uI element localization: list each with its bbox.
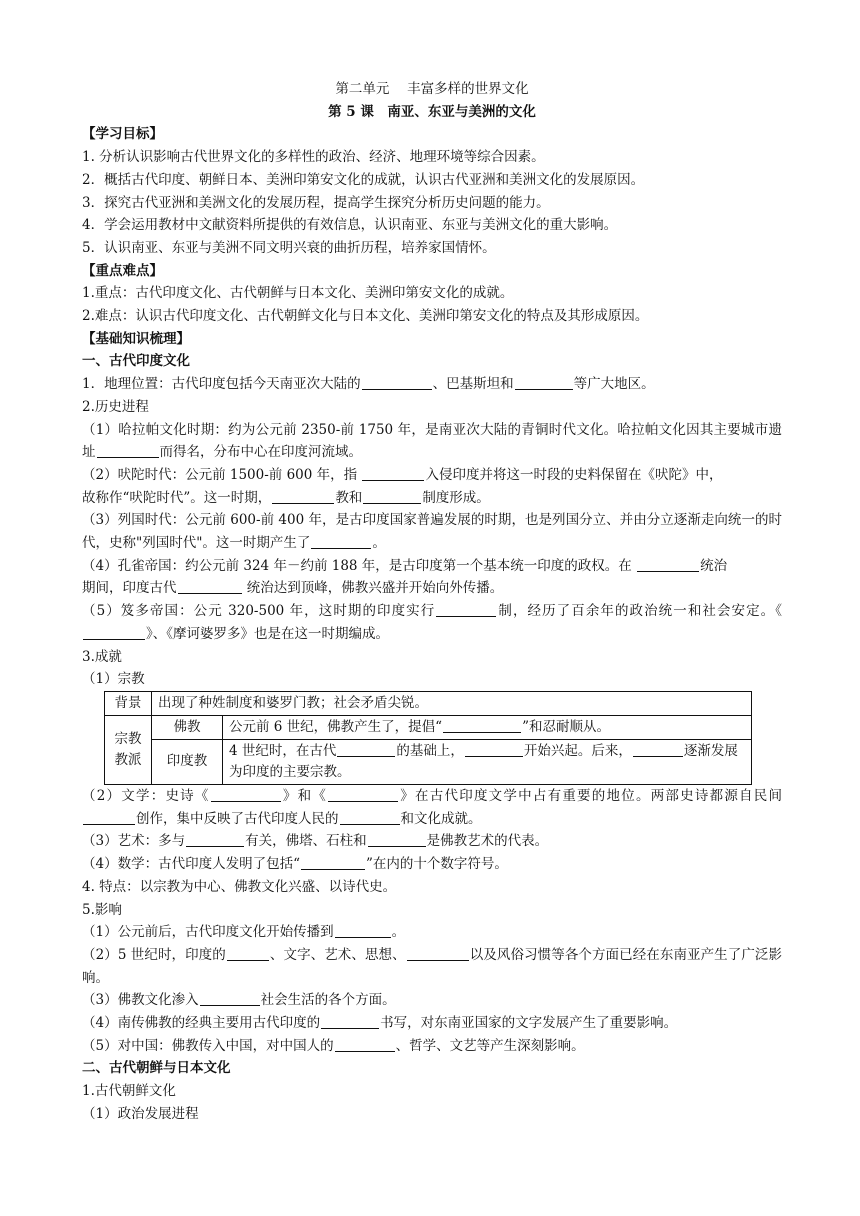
fill-blank[interactable]	[335, 923, 391, 938]
objective-item: 2．概括古代印度、朝鲜日本、美洲印第安文化的成就，认识古代亚洲和美洲文化的发展原因。	[82, 171, 645, 188]
fill-blank[interactable]	[363, 489, 421, 504]
fill-blank[interactable]	[465, 742, 523, 757]
fill-blank[interactable]	[301, 855, 365, 870]
fill-blank[interactable]	[340, 810, 400, 825]
fill-blank[interactable]	[443, 718, 521, 733]
fill-blank[interactable]	[321, 1014, 379, 1029]
kingdoms-paragraph: （3）列国时代：公元前 600-前 400 年，是古印度国家普遍发展的时期，也是列国分立、并由分立逐渐走向统一的时代，史称"列国时代"。这一时期产生了 。	[82, 512, 782, 552]
influence-line: （3）佛教文化渗入 社会生活的各个方面。	[82, 992, 396, 1009]
geo-line: 1．地理位置：古代印度包括今天南亚次大陆的 、巴基斯坦和 等广大地区。	[82, 376, 655, 393]
fill-blank[interactable]	[368, 832, 426, 847]
fill-blank[interactable]	[633, 742, 683, 757]
subsection-heading: 2.历史进程	[82, 398, 149, 415]
key-point-item: 1.重点：古代印度文化、古代朝鲜与日本文化、美洲印第安文化的成就。	[82, 285, 514, 302]
fill-blank[interactable]	[83, 810, 135, 825]
vedic-line: 故称作“吠陀时代”。这一时期， 教和 制度形成。	[82, 489, 490, 506]
fill-blank[interactable]	[200, 991, 260, 1006]
fill-blank[interactable]	[515, 375, 573, 390]
basics-heading: 【基础知识梳理】	[82, 330, 190, 347]
religion-table	[104, 691, 752, 785]
fill-blank[interactable]	[83, 625, 145, 640]
influence-line: （1）公元前后，古代印度文化开始传播到 。	[82, 924, 406, 941]
table-cell-background: 出现了种姓制度和婆罗门教；社会矛盾尖锐。	[152, 691, 752, 715]
fill-blank[interactable]	[178, 579, 242, 594]
fill-blank[interactable]	[211, 787, 281, 802]
influence-paragraph: （2）5 世纪时，印度的 、文字、艺术、思想、 以及风俗习惯等各个方面已经在东南亚产生了广泛影响。	[82, 946, 782, 986]
fill-blank[interactable]	[272, 489, 334, 504]
subsection-heading: 1.古代朝鲜文化	[82, 1083, 176, 1100]
document-page	[82, 78, 782, 1126]
key-points-heading: 【重点难点】	[82, 262, 163, 279]
subsection-item: （1）政治发展进程	[82, 1105, 199, 1122]
fill-blank[interactable]	[362, 375, 432, 390]
objective-item: 3．探究古代亚洲和美洲文化的发展历程，提高学生探究分析历史问题的能力。	[82, 194, 550, 211]
fill-blank[interactable]	[227, 946, 269, 961]
subsection-heading: 3.成就	[82, 648, 122, 665]
fill-blank[interactable]	[311, 534, 371, 549]
fill-blank[interactable]	[637, 557, 699, 572]
lesson-title: 第 5 课 南亚、东亚与美洲的文化	[328, 103, 536, 120]
unit-title: 第二单元 丰富多样的世界文化	[335, 81, 529, 97]
table-cell-hinduism: 印度教	[152, 739, 223, 784]
objective-item: 5．认识南亚、东亚与美洲不同文明兴衰的曲折历程，培养家国情怀。	[82, 239, 496, 256]
vedic-line: （2）吠陀时代：公元前 1500-前 600 年，指 入侵印度并将这一时段的史料保留在《吠陀》中，	[82, 466, 723, 483]
objective-item: 4．学会运用教材中文献资料所提供的有效信息，认识南亚、东亚与美洲文化的重大影响。	[82, 217, 618, 234]
fill-blank[interactable]	[362, 466, 424, 481]
fill-blank[interactable]	[407, 946, 469, 961]
fill-blank[interactable]	[337, 742, 395, 757]
table-cell-label: 宗教教派	[105, 715, 152, 784]
harappa-paragraph: （1）哈拉帕文化时期：约为公元前 2350-前 1750 年，是南亚次大陆的青铜时代文化。哈拉帕文化因其主要城市遗址 而得名，分布中心在印度河流域。	[82, 421, 782, 461]
fill-blank[interactable]	[335, 1037, 395, 1052]
religion-heading: （1）宗教	[82, 671, 145, 688]
fill-blank[interactable]	[328, 787, 398, 802]
features-line: 4. 特点：以宗教为中心、佛教文化兴盛、以诗代史。	[82, 878, 397, 895]
table-cell-buddhism: 佛教	[152, 715, 223, 739]
maurya-line: 期间，印度古代 统治达到顶峰，佛教兴盛并开始向外传播。	[82, 580, 504, 597]
art-line: （3）艺术：多与 有关，佛塔、石柱和 是佛教艺术的代表。	[82, 833, 549, 850]
section-heading: 一、古代印度文化	[82, 353, 190, 370]
objectives-heading: 【学习目标】	[82, 126, 163, 143]
fill-blank[interactable]	[186, 832, 244, 847]
fill-blank[interactable]	[436, 602, 496, 617]
influence-line: （5）对中国：佛教传入中国，对中国人的 、哲学、文艺等产生深刻影响。	[82, 1037, 585, 1054]
table-cell-hinduism-text: 4 世纪时，在古代 的基础上， 开始兴起。后来， 逐渐发展为印度的主要宗教。	[223, 739, 752, 784]
key-point-item: 2.难点：认识古代印度文化、古代朝鲜文化与日本文化、美洲印第安文化的特点及其形成原因。	[82, 308, 649, 325]
literature-paragraph: （2）文学：史诗《 》和《 》在古代印度文学中占有重要的地位。两部史诗都源自民间创作，集中反映了古代印度人民的 和文化成就。	[82, 787, 783, 827]
fill-blank[interactable]	[97, 443, 159, 458]
table-cell-label: 背景	[105, 691, 152, 715]
gupta-paragraph: （5）笈多帝国：公元 320-500 年，这时期的印度实行 制，经历了百余年的政治统一和社会安定。《》、《摩诃婆罗多》也是在这一时期编成。	[82, 603, 782, 642]
influence-line: （4）南传佛教的经典主要用古代印度的 书写，对东南亚国家的文字发展产生了重要影响。	[82, 1015, 678, 1032]
math-line: （4）数学：古代印度人发明了包括“ ”在内的十个数字符号。	[82, 856, 508, 873]
maurya-line: （4）孔雀帝国：约公元前 324 年－约前 188 年，是古印度第一个基本统一印度的政权。在 统治	[82, 557, 728, 574]
subsection-heading: 5.影响	[82, 901, 122, 918]
section-heading: 二、古代朝鲜与日本文化	[82, 1060, 231, 1077]
objective-item: 1. 分析认识影响古代世界文化的多样性的政治、经济、地理环境等综合因素。	[82, 149, 545, 166]
table-cell-buddhism-text: 公元前 6 世纪，佛教产生了，提倡“ ”和忍耐顺从。	[223, 715, 752, 739]
